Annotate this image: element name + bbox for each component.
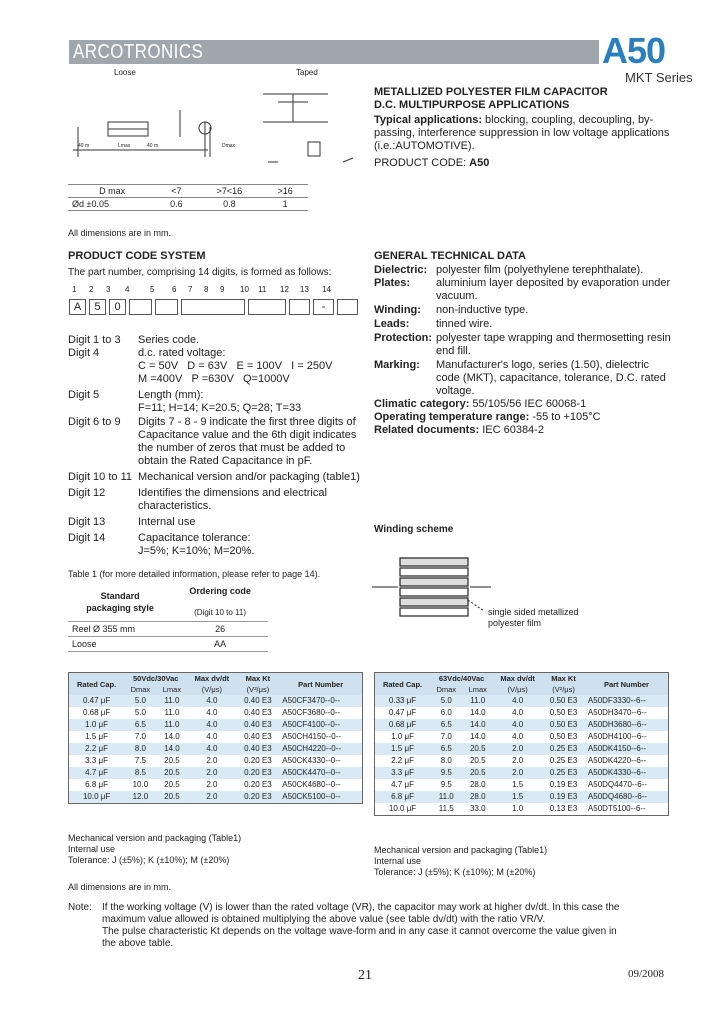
table-row: 0.47 μF 6.0 14.0 4.0 0.50 E3 A50DH3470--6-- [375, 707, 669, 719]
brand-logo: ARCOTRONICS [73, 41, 204, 63]
taped-label: Taped [296, 68, 318, 77]
note-block: Note: If the working voltage (V) is lower than the rated voltage (VR), the capacitor may work at higher dv/dt. In this case the maximum value allowed is obtained multiplying the above value (see table dv/dt) with the ratio VR/V. The pulse characteristic Kt depends on the voltage wave-form and in any case it cannot overcome the value given in the above table. [68, 902, 620, 949]
table-row: Reel Ø 355 mm 26 [68, 622, 268, 637]
list-item: Digit 14 Capacitance tolerance: J=5%; K=10%; M=20%. [68, 532, 255, 557]
table-row: 6.8 μF 10.0 20.5 2.0 0.20 E3 A50CK4680--0-- [69, 779, 363, 791]
winding-scheme-title: Winding scheme [374, 524, 454, 535]
product-code-intro: The part number, comprising 14 digits, is formed as follows: [68, 267, 332, 278]
list-item: Digit 13 Internal use [68, 516, 196, 528]
climatic-category: Climatic category: 55/105/56 IEC 60068-1 [374, 398, 587, 410]
code-box: 0 [109, 299, 126, 315]
d-label: Dmax [222, 143, 236, 149]
operating-temperature: Operating temperature range: -55 to +105°C [374, 411, 601, 423]
lead-label-left: 40 m [78, 143, 90, 149]
table-row: 10.0 μF 12.0 20.5 2.0 0.20 E3 A50CK5100--0-- [69, 791, 363, 804]
table-row: 2.2 μF 8.0 20.5 2.0 0.25 E3 A50DK4220--6-- [375, 755, 669, 767]
code-box: 5 [89, 299, 106, 315]
code-box [337, 299, 358, 315]
list-item: Plates: aluminium layer deposited by evaporation under vacuum. [374, 277, 671, 302]
code-box: - [313, 299, 334, 315]
page-number: 21 [358, 968, 372, 983]
table-row: 1.5 μF 6.5 20.5 2.0 0.25 E3 A50DK4150--6-- [375, 743, 669, 755]
capacitor-drawing [68, 82, 368, 172]
table-row: 0.68 μF 6.5 14.0 4.0 0.50 E3 A50DH3680--6-- [375, 719, 669, 731]
table-row: Loose AA [68, 637, 268, 652]
dimensions-note: All dimensions are in mm. [68, 228, 172, 238]
digit-definitions [68, 334, 368, 558]
list-item: Digit 1 to 3 Series code. [68, 334, 200, 346]
loose-label: Loose [114, 68, 136, 77]
lead-label-right: 40 m [147, 143, 159, 149]
code-box [248, 299, 286, 315]
lead-diameter-table [68, 184, 308, 211]
product-code-system-title: PRODUCT CODE SYSTEM [68, 250, 206, 262]
table-row: 4.7 μF 8.5 20.5 2.0 0.20 E3 A50CK4470--0-- [69, 767, 363, 779]
lead-label-mid: Lmax [118, 143, 131, 149]
table-row: 3.3 μF 7.5 20.5 2.0 0.20 E3 A50CK4330--0-- [69, 755, 363, 767]
list-item: Digit 12 Identifies the dimensions and electrical characteristics. [68, 487, 327, 512]
list-item: Marking: Manufacturer's logo, series (1.50), dielectric code (MKT), capacitance, tolerance, D.C. rated voltage. [374, 359, 666, 397]
table-notes-right: Mechanical version and packaging (Table1) Internal use Tolerance: J (±5%); K (±10%); M (±20%) [374, 845, 548, 877]
list-item: Digit 5 Length (mm): F=11; H=14; K=20.5; Q=28; T=33 [68, 389, 302, 414]
table-row: 3.3 μF 9.5 20.5 2.0 0.25 E3 A50DK4330--6-- [375, 767, 669, 779]
table-row: 1.0 μF 7.0 14.0 4.0 0.50 E3 A50DH4100--6-- [375, 731, 669, 743]
part-number-boxes [69, 299, 359, 315]
code-box [129, 299, 152, 315]
table-row: 0.33 μF 5.0 11.0 4.0 0.50 E3 A50DF3330--6-- [375, 695, 669, 707]
code-box [155, 299, 178, 315]
table-row: 2.2 μF 8.0 14.0 4.0 0.40 E3 A50CH4220--0-- [69, 743, 363, 755]
product-subtitle: D.C. MULTIPURPOSE APPLICATIONS [374, 99, 570, 111]
table-row: 10.0 μF 11.5 33.0 1.0 0.13 E3 A50DT5100--6-- [375, 803, 669, 816]
series-name: MKT Series [625, 70, 693, 85]
list-item: Digit 6 to 9 Digits 7 - 8 - 9 indicate the first three digits of Capacitance value and the 6th digit indicates the number of zeros that must be added to obtain the Rated Capacitance in pF. [68, 416, 357, 467]
table-notes-left: Mechanical version and packaging (Table1) Internal use Tolerance: J (±5%); K (±10%); M (±20%) [68, 833, 242, 865]
winding-caption: single sided metallized polyester film [488, 607, 579, 628]
list-item: Digit 10 to 11 Mechanical version and/or packaging (table1) [68, 471, 360, 483]
table1-caption: Table 1 (for more detailed information, please refer to page 14). [68, 569, 321, 579]
dimensions-note-2: All dimensions are in mm. [68, 882, 172, 892]
table-row: 1.0 μF 6.5 11.0 4.0 0.40 E3 A50CF4100--0-- [69, 719, 363, 731]
code-box [181, 299, 245, 315]
table-row: Ød ±0.05 0.6 0.8 1 [68, 198, 308, 211]
list-item: Leads: tinned wire. [374, 318, 493, 330]
table-row: 4.7 μF 9.5 28.0 1.5 0.19 E3 A50DQ4470--6-- [375, 779, 669, 791]
winding-scheme-diagram [372, 555, 492, 625]
list-item: Dielectric: polyester film (polyethylene terephthalate). [374, 264, 644, 276]
product-title: METALLIZED POLYESTER FILM CAPACITOR [374, 86, 608, 98]
table-row: 6.8 μF 11.0 28.0 1.5 0.19 E3 A50DQ4680--6-- [375, 791, 669, 803]
product-code-line: PRODUCT CODE: A50 [374, 157, 490, 169]
list-item: Digit 4 d.c. rated voltage: C = 50V D = 63V E = 100V I = 250V M =400V P =630V Q=1000V [68, 347, 333, 385]
code-box [289, 299, 310, 315]
table-row: 0.47 μF 5.0 11.0 4.0 0.40 E3 A50CF3470--0-- [69, 695, 363, 707]
typical-applications: Typical applications: blocking, coupling, decoupling, by- passing, interference suppression in low voltage applications (i.e.:AUTOMOTIVE). [374, 114, 670, 152]
table-row: 0.68 μF 5.0 11.0 4.0 0.40 E3 A50CF3680--0-- [69, 707, 363, 719]
parts-table-50v: Rated Cap. 50Vdc/30Vac Max dv/dt Max Kt Part Number Dmax Lmax (V/μs) (V²/μs) 0.47 μF 5.0 11.0 4.0 0.40 E3 A50CF3470--0-- 0.68 μF 5.0 11.0 4.0 0.40 E3 A50CF3680--0-- 1.0 μF 6.5 11.0 4.0 0.40 E3 A50CF4100--0-- 1.5 μF 7.0 14.0 4.0 0.40 E3 A50CH4150--0-- 2.2 μF 8.0 14.0 4.0 0.40 E3 A50CH4220--0-- 3.3 μF 7.5 20.5 2.0 0.20 E3 A50CK4330--0-- 4.7 μF 8.5 20.5 2.0 0.20 E3 A50CK4470--0-- 6.8 μF 10.0 20.5 2.0 0.20 E3 A50CK4680--0-- 10.0 μF 12.0 20.5 2.0 0.20 E3 A50CK5100--0-- [68, 672, 363, 804]
digit-numbers: 1 2 3 4 5 6 7 8 9 10 11 12 13 14 [72, 285, 331, 294]
parts-table-63v: Rated Cap. 63Vdc/40Vac Max dv/dt Max Kt Part Number Dmax Lmax (V/μs) (V²/μs) 0.33 μF 5.0 11.0 4.0 0.50 E3 A50DF3330--6-- 0.47 μF 6.0 14.0 4.0 0.50 E3 A50DH3470--6-- 0.68 μF 6.5 14.0 4.0 0.50 E3 A50DH3680--6-- 1.0 μF 7.0 14.0 4.0 0.50 E3 A50DH4100--6-- 1.5 μF 6.5 20.5 2.0 0.25 E3 A50DK4150--6-- 2.2 μF 8.0 20.5 2.0 0.25 E3 A50DK4220--6-- 3.3 μF 9.5 20.5 2.0 0.25 E3 A50DK4330--6-- 4.7 μF 9.5 28.0 1.5 0.19 E3 A50DQ4470--6-- 6.8 μF 11.0 28.0 1.5 0.19 E3 A50DQ4680--6-- 10.0 μF 11.5 33.0 1.0 0.13 E3 A50DT5100--6-- [374, 672, 669, 816]
packaging-table: Standard packaging style Ordering code (Digit 10 to 11) Reel Ø 355 mm 26 Loose AA [68, 583, 268, 652]
list-item: Protection: polyester tape wrapping and thermosetting resin end fill. [374, 332, 671, 357]
general-data-list [374, 264, 674, 437]
general-data-title: GENERAL TECHNICAL DATA [374, 250, 526, 262]
list-item: Winding: non-inductive type. [374, 304, 529, 316]
code-box: A [69, 299, 86, 315]
table-row: 1.5 μF 7.0 14.0 4.0 0.40 E3 A50CH4150--0-- [69, 731, 363, 743]
table-row: D max <7 >7<16 >16 [68, 185, 308, 198]
related-documents: Related documents: IEC 60384-2 [374, 424, 544, 436]
series-code: A50 [602, 30, 666, 71]
publish-date: 09/2008 [628, 968, 665, 980]
